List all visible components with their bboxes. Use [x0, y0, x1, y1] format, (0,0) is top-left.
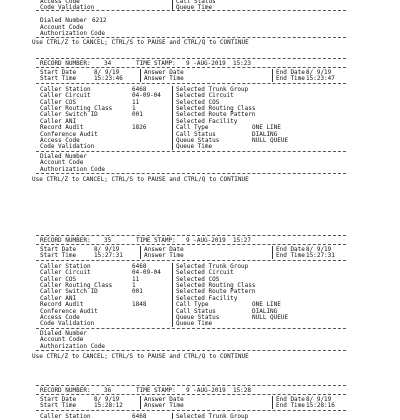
- record-bottom-rule: [36, 350, 346, 351]
- time-stamp-label: TIME STAMP:: [136, 60, 176, 67]
- column-divider: [140, 396, 141, 409]
- left-field-value: 001: [132, 288, 143, 296]
- time-stamp-value: 9 -AUG-2019 15:23: [186, 60, 252, 67]
- answer-time-label: Answer Time: [144, 252, 184, 260]
- end-date-label: End Date: [276, 246, 305, 253]
- end-time-value: 15:27:31: [306, 252, 335, 260]
- left-field-label: Caller Station: [40, 262, 91, 270]
- end-date-value: 8/ 9/19: [306, 396, 332, 403]
- record-date-rule: [36, 260, 346, 261]
- left-field-label: Caller Routing Class: [40, 105, 113, 112]
- right-field-value: ONE LINE: [252, 124, 281, 132]
- fragment-left-line: Code Validation: [40, 4, 95, 12]
- right-field-label: Queue Time: [176, 320, 213, 328]
- start-date-label: Start Date: [40, 69, 77, 76]
- right-field-label: Selected Route Pattern: [176, 111, 256, 119]
- time-stamp-value: 9 -AUG-2019 15:28: [186, 387, 252, 394]
- answer-date-label: Answer Date: [144, 396, 184, 403]
- record-top-rule: [36, 385, 346, 386]
- end-date-value: 8/ 9/19: [306, 69, 332, 76]
- end-time-value: 15:28:16: [306, 402, 335, 410]
- right-field-label: Selected Route Pattern: [176, 288, 256, 296]
- left-field-value: 11: [132, 98, 140, 106]
- left-field-value: 6468: [132, 262, 147, 270]
- left-field-value: 6468: [132, 85, 147, 93]
- end-time-label: End Time: [276, 75, 305, 83]
- record-number-value: 36: [104, 387, 112, 394]
- left-field-label: Conference Audit: [40, 307, 98, 315]
- record-header-rule: [36, 67, 346, 68]
- column-divider: [272, 396, 273, 409]
- start-time-value: 15:23:46: [94, 75, 123, 83]
- record-date-rule: [36, 410, 346, 411]
- start-date-value: 8/ 9/19: [94, 246, 120, 253]
- time-stamp-label: TIME STAMP:: [136, 387, 176, 394]
- column-divider: [140, 246, 141, 259]
- column-divider: [140, 69, 141, 82]
- left-field-label: Caller Routing Class: [40, 282, 113, 289]
- left-field-label: Caller COS: [40, 98, 77, 106]
- prompt-line: Use CTRL/Z to CANCEL; CTRL/S to PAUSE and CTRL/Q to CONTINUE: [32, 39, 249, 47]
- right-field-label: Selected Routing Class: [176, 105, 256, 112]
- right-field-label: Call Type: [176, 124, 209, 132]
- footer-field-label: Dialed Number: [40, 329, 87, 337]
- right-field-label: Selected Trunk Group: [176, 85, 249, 93]
- fragment-dialed-number-value: 6212: [92, 17, 107, 25]
- fragment-right-line: Call Status: [176, 0, 216, 5]
- right-field-value: DIALING: [252, 130, 278, 138]
- column-divider: [272, 246, 273, 259]
- dashed-rule: [36, 37, 346, 38]
- right-field-label: Selected Routing Class: [176, 282, 256, 289]
- left-field-label: Code Validation: [40, 143, 95, 151]
- start-time-label: Start Time: [40, 252, 77, 260]
- left-field-label: Caller ANI: [40, 294, 77, 302]
- start-date-value: 8/ 9/19: [94, 396, 120, 403]
- right-field-label: Queue Status: [176, 314, 220, 321]
- fragment-left-line: Authorization Code: [40, 30, 106, 37]
- right-field-label: Call Type: [176, 301, 209, 309]
- record-number-label: RECORD NUMBER:: [40, 237, 91, 244]
- left-field-value: 6468: [132, 412, 147, 420]
- answer-time-label: Answer Time: [144, 402, 184, 410]
- end-date-value: 8/ 9/19: [306, 246, 332, 253]
- column-divider: [172, 143, 173, 149]
- right-field-label: Call Status: [176, 130, 216, 138]
- footer-field-label: Account Code: [40, 336, 84, 344]
- left-field-value: 1: [132, 105, 136, 112]
- left-field-label: Caller Circuit: [40, 92, 91, 100]
- footer-field-label: Account Code: [40, 159, 84, 167]
- fragment-left-line: Access Code: [40, 0, 80, 5]
- record-number-value: 34: [104, 60, 112, 67]
- footer-field-label: Authorization Code: [40, 342, 106, 350]
- start-time-label: Start Time: [40, 402, 77, 410]
- record-date-rule: [36, 83, 346, 84]
- record-number-label: RECORD NUMBER:: [40, 60, 91, 67]
- right-field-label: Queue Time: [176, 143, 213, 151]
- right-field-value: NULL QUEUE: [252, 314, 289, 321]
- answer-date-label: Answer Date: [144, 246, 184, 253]
- column-divider: [272, 69, 273, 82]
- fragment-right-line: Queue Time: [176, 4, 213, 12]
- right-field-label: Selected COS: [176, 98, 220, 106]
- prompt-line: Use CTRL/Z to CANCEL; CTRL/S to PAUSE and CTRL/Q to CONTINUE: [32, 353, 249, 360]
- left-field-value: 11: [132, 275, 140, 283]
- end-time-value: 15:23:47: [306, 75, 335, 83]
- left-field-value: 04-09-04: [132, 92, 161, 100]
- left-field-label: Conference Audit: [40, 130, 98, 138]
- record-number-value: 35: [104, 237, 112, 244]
- fragment-left-line: Dialed Number: [40, 17, 87, 25]
- record-fields-rule: [36, 151, 346, 152]
- time-stamp-value: 9 -AUG-2019 15:27: [186, 237, 252, 244]
- left-field-label: Caller Circuit: [40, 269, 91, 277]
- left-field-label: Code Validation: [40, 320, 95, 328]
- end-time-label: End Time: [276, 402, 305, 410]
- left-field-value: 1826: [132, 124, 147, 132]
- left-field-value: 1848: [132, 301, 147, 309]
- time-stamp-label: TIME STAMP:: [136, 237, 176, 244]
- left-field-label: Caller Switch ID: [40, 288, 98, 296]
- left-field-label: Caller Station: [40, 85, 91, 93]
- record-header-rule: [36, 244, 346, 245]
- right-field-label: Selected Facility: [176, 294, 238, 302]
- record-bottom-rule: [36, 173, 346, 174]
- footer-field-label: Dialed Number: [40, 152, 87, 160]
- start-time-value: 15:27:31: [94, 252, 123, 260]
- answer-date-label: Answer Date: [144, 69, 184, 76]
- right-field-label: Selected Trunk Group: [176, 262, 249, 270]
- column-divider: [172, 413, 173, 419]
- start-date-label: Start Date: [40, 396, 77, 403]
- right-field-value: ONE LINE: [252, 301, 281, 309]
- left-field-value: 001: [132, 111, 143, 119]
- fragment-left-line: Account Code: [40, 23, 84, 31]
- answer-time-label: Answer Time: [144, 75, 184, 83]
- start-time-value: 15:28:12: [94, 402, 123, 410]
- end-date-label: End Date: [276, 69, 305, 76]
- record-header-rule: [36, 394, 346, 395]
- left-field-label: Caller Station: [40, 412, 91, 420]
- dashed-rule: [36, 10, 346, 11]
- right-field-label: Selected Circuit: [176, 92, 234, 100]
- left-field-value: 1: [132, 282, 136, 289]
- prompt-line: Use CTRL/Z to CANCEL; CTRL/S to PAUSE and CTRL/Q to CONTINUE: [32, 176, 249, 183]
- record-top-rule: [36, 58, 346, 59]
- right-field-label: Selected Trunk Group: [176, 412, 249, 420]
- end-time-label: End Time: [276, 252, 305, 260]
- left-field-label: Record Audit: [40, 301, 84, 309]
- left-field-label: Caller Switch ID: [40, 111, 98, 119]
- start-time-label: Start Time: [40, 75, 77, 83]
- right-field-value: NULL QUEUE: [252, 137, 289, 144]
- left-field-label: Access Code: [40, 314, 80, 321]
- left-field-label: Caller ANI: [40, 117, 77, 125]
- left-field-label: Access Code: [40, 137, 80, 144]
- left-field-value: 04-09-04: [132, 269, 161, 277]
- right-field-label: Selected COS: [176, 275, 220, 283]
- left-field-label: Caller COS: [40, 275, 77, 283]
- column-divider: [172, 320, 173, 326]
- left-field-label: Record Audit: [40, 124, 84, 132]
- right-field-label: Call Status: [176, 307, 216, 315]
- right-field-value: DIALING: [252, 307, 278, 315]
- right-field-label: Queue Status: [176, 137, 220, 144]
- start-date-label: Start Date: [40, 246, 77, 253]
- start-date-value: 8/ 9/19: [94, 69, 120, 76]
- end-date-label: End Date: [276, 396, 305, 403]
- footer-field-label: Authorization Code: [40, 165, 106, 173]
- record-number-label: RECORD NUMBER:: [40, 387, 91, 394]
- record-fields-rule: [36, 328, 346, 329]
- record-top-rule: [36, 235, 346, 236]
- right-field-label: Selected Facility: [176, 117, 238, 125]
- right-field-label: Selected Circuit: [176, 269, 234, 277]
